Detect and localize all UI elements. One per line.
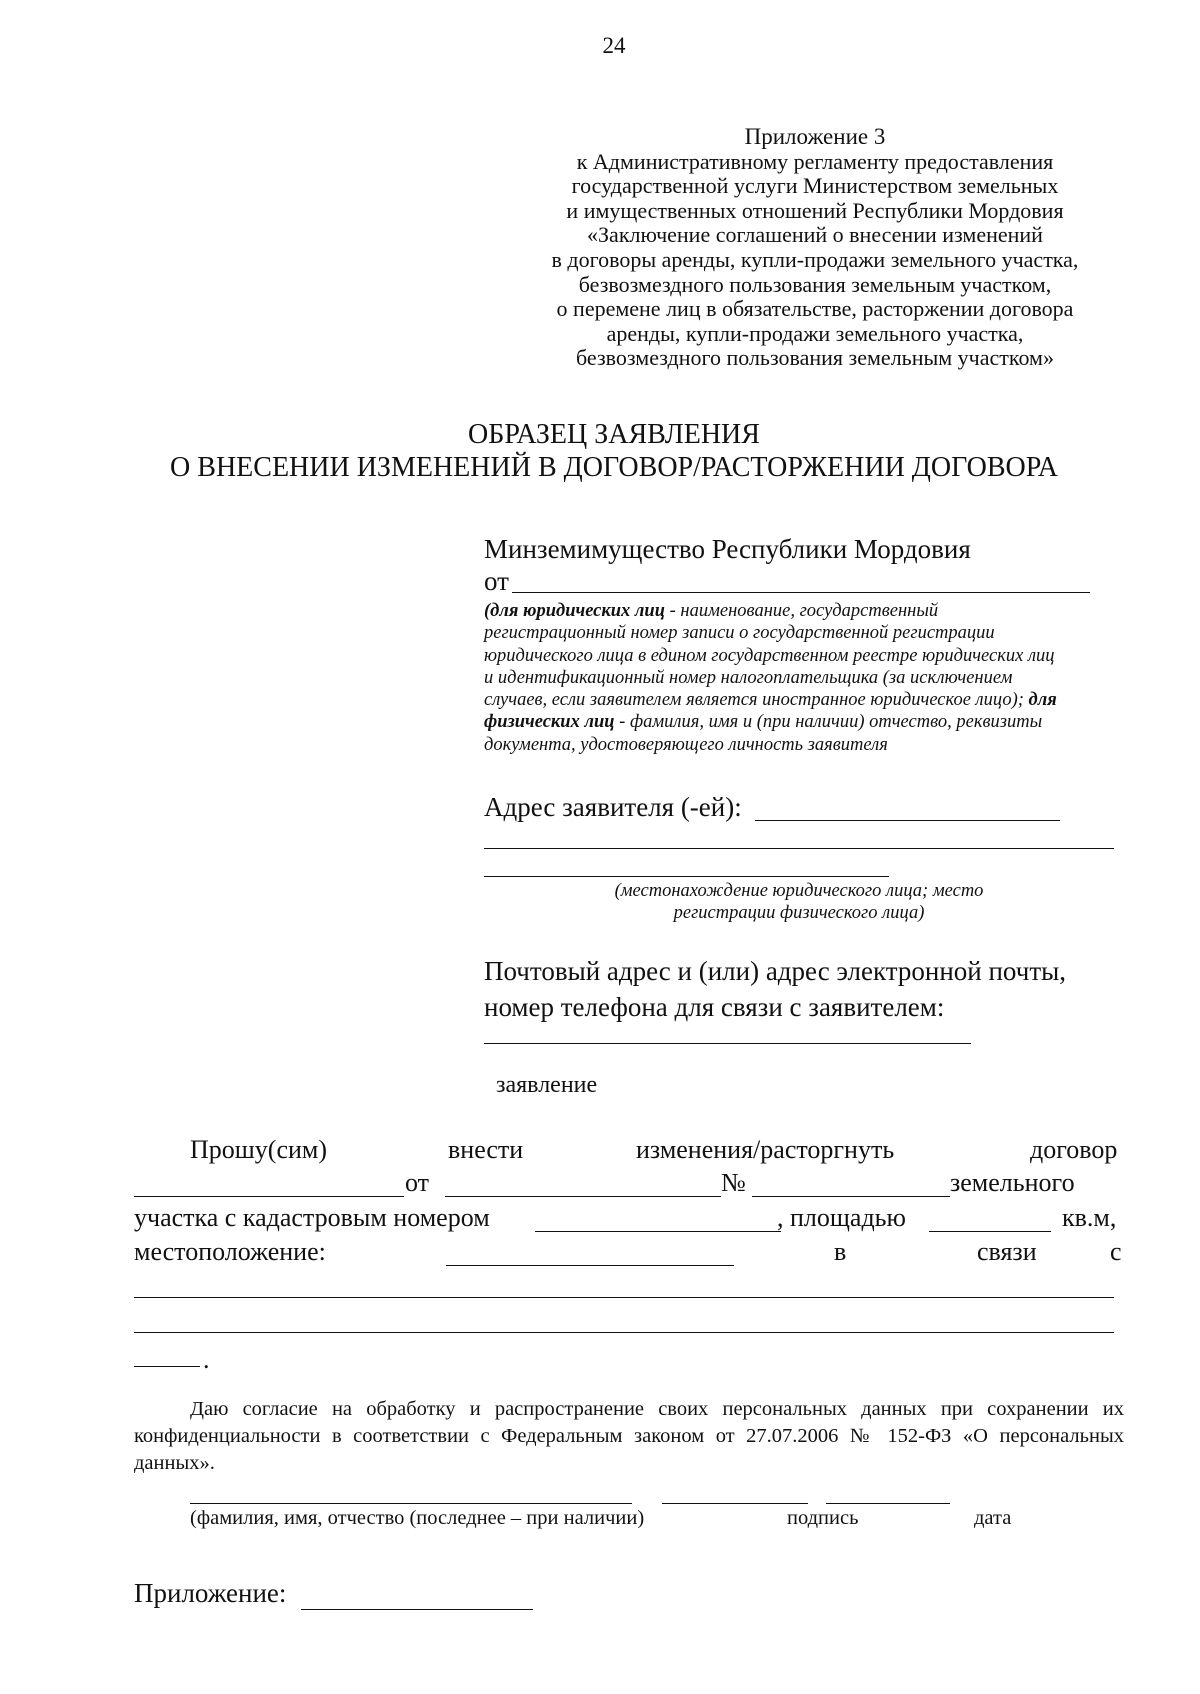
address-note-line: регистрации физического лица) <box>673 903 925 924</box>
request-num: № <box>721 1168 746 1197</box>
request-v: в <box>834 1237 847 1266</box>
request-location: местоположение: <box>134 1237 326 1266</box>
consent-sentence: Даю согласие на обработку и распространение своих персональных данных при сохранении их конфиденциальности в соответствии с Федеральным законом от 27.07.2006 № 152-ФЗ «О персональных данных». <box>134 1398 1124 1474</box>
request-word: изменения/расторгнуть <box>636 1135 895 1164</box>
title-line-2: О ВНЕСЕНИИ ИЗМЕНЕНИЙ В ДОГОВОР/РАСТОРЖЕНИИ ДОГОВОРА <box>170 452 1058 483</box>
annex-heading: Приложение 3 <box>744 124 886 149</box>
title-line-1: ОБРАЗЕЦ ЗАЯВЛЕНИЯ <box>468 419 760 450</box>
address-field-2[interactable] <box>484 848 1114 849</box>
annex-line: и имущественных отношений Республики Мордовия <box>566 197 1064 223</box>
applicant-note <box>484 600 1057 756</box>
postal-label <box>484 953 1066 1025</box>
annex-line: о перемене лиц в обязательстве, расторжении договора <box>556 296 1074 322</box>
request-word: договор <box>1030 1135 1118 1164</box>
contract-party-field[interactable] <box>134 1196 404 1197</box>
request-word: внести <box>448 1135 524 1164</box>
request-ot: от <box>405 1168 430 1197</box>
request-cadastral: участка с кадастровым номером <box>134 1203 490 1232</box>
note-bold: (для юридических лиц <box>484 601 665 621</box>
reason-field-1[interactable] <box>134 1297 1114 1298</box>
contract-date-field[interactable] <box>445 1196 721 1197</box>
signature-caption: подпись <box>787 1507 859 1529</box>
note-text: - фамилия, имя и (при наличии) отчество, реквизиты <box>614 712 1043 733</box>
note-text: документа, удостоверяющего личность заявителя <box>484 734 888 755</box>
annex-line: государственной услуги Министерством земельных <box>571 173 1059 199</box>
note-text: - наименование, государственный <box>665 601 939 621</box>
date-field[interactable] <box>826 1503 950 1504</box>
postal-line: номер телефона для связи с заявителем: <box>484 992 945 1022</box>
statement-word: заявление <box>496 1072 598 1098</box>
note-bold: для <box>1028 690 1057 711</box>
area-field[interactable] <box>929 1231 1051 1232</box>
request-area: , площадью <box>777 1203 906 1232</box>
reason-period: . <box>203 1345 210 1374</box>
cadastral-number-field[interactable] <box>535 1231 781 1232</box>
note-text: юридического лица в едином государственном реестре юридических лиц <box>484 645 1055 666</box>
document-title <box>0 418 1200 484</box>
postal-line: Почтовый адрес и (или) адрес электронной почты, <box>484 956 1067 986</box>
note-text: и идентификационный номер налогоплательщика (за исключением <box>484 667 1013 688</box>
annex-line: к Административному регламенту предоставления <box>576 148 1054 174</box>
address-field-1[interactable] <box>755 820 1060 821</box>
fio-field[interactable] <box>190 1503 632 1504</box>
from-label: от <box>484 566 509 596</box>
annex-line: в договоры аренды, купли-продажи земельного участка, <box>551 246 1079 272</box>
attachment-field[interactable] <box>301 1609 533 1610</box>
annex-block <box>545 125 1085 371</box>
annex-line: безвозмездного пользования земельным участком» <box>576 345 1054 371</box>
signature-field[interactable] <box>662 1503 808 1504</box>
address-label: Адрес заявителя (-ей): <box>484 792 742 822</box>
annex-line: безвозмездного пользования земельным участком, <box>578 271 1052 297</box>
note-text: случаев, если заявителем является иностранное юридическое лицо); <box>484 690 1029 711</box>
date-caption: дата <box>974 1507 1012 1529</box>
fio-caption: (фамилия, имя, отчество (последнее – при наличии) <box>190 1507 645 1529</box>
request-svyazi: связи <box>977 1237 1037 1266</box>
request-sqm: кв.м, <box>1062 1203 1117 1232</box>
annex-line: аренды, купли-продажи земельного участка, <box>606 320 1024 346</box>
page-number: 24 <box>602 33 626 58</box>
request-s: с <box>1110 1237 1122 1266</box>
annex-line: «Заключение соглашений о внесении изменений <box>587 222 1043 248</box>
note-bold: физических лиц <box>484 712 615 733</box>
address-note <box>484 880 1114 925</box>
request-land: земельного <box>950 1168 1075 1197</box>
recipient: Минземимущество Республики Мордовия <box>484 534 971 564</box>
reason-field-2[interactable] <box>134 1332 1114 1333</box>
note-text: регистрационный номер записи о государственной регистрации <box>484 623 995 644</box>
address-note-line: (местонахождение юридического лица; место <box>614 881 984 901</box>
contract-number-field[interactable] <box>752 1196 950 1197</box>
request-word: Прошу(сим) <box>190 1135 328 1164</box>
postal-field[interactable] <box>484 1043 971 1044</box>
consent-text <box>134 1396 1124 1477</box>
reason-field-3[interactable] <box>134 1366 200 1367</box>
from-field[interactable] <box>512 592 1090 593</box>
location-field[interactable] <box>446 1265 734 1266</box>
attachment-label: Приложение: <box>134 1578 287 1608</box>
address-field-3[interactable] <box>484 876 889 877</box>
